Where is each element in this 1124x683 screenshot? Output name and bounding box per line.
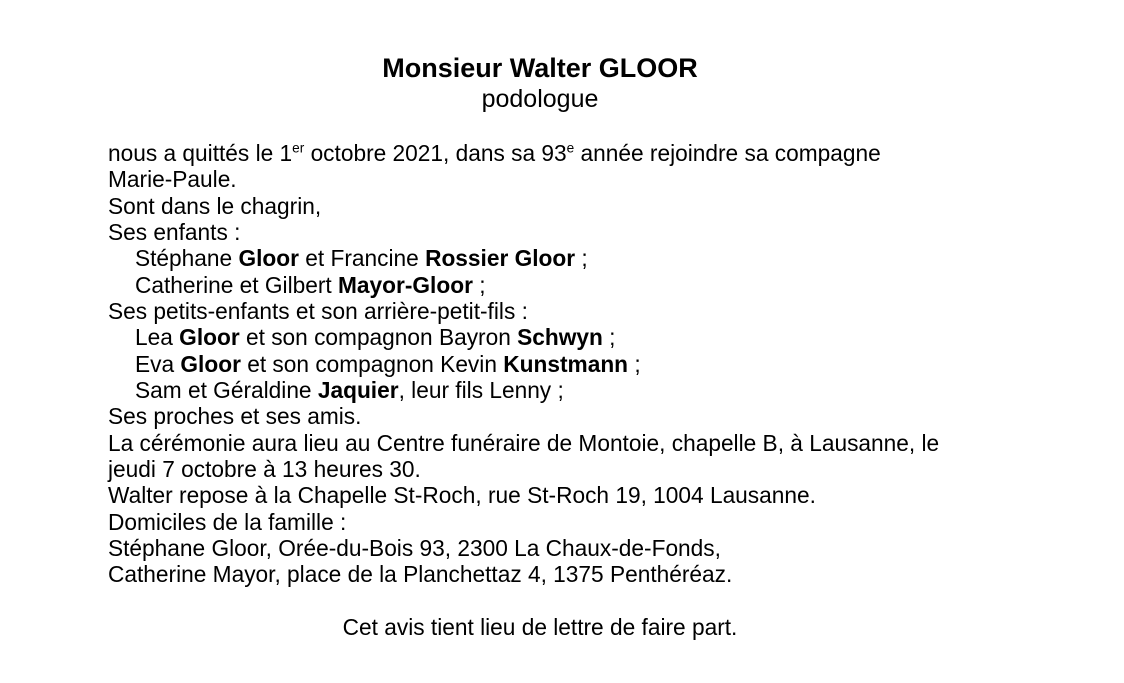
body-line: [108, 430, 972, 456]
text-segment: ;: [628, 350, 641, 377]
text-segment: Stéphane: [135, 245, 239, 272]
text-segment: octobre 2021, dans sa 93: [304, 140, 567, 166]
body-line: [108, 377, 972, 403]
body-line: [108, 482, 972, 508]
ordinal-superscript: e: [566, 140, 575, 156]
text-segment: Walter repose à la Chapelle St-Roch, rue St-Roch 19, 1004 Lausanne.: [108, 482, 816, 509]
text-segment: Ses petits-enfants et son arrière-petit-fils :: [108, 297, 528, 324]
notice-subtitle: podologue: [481, 85, 599, 113]
surname-bold: Kunstmann: [503, 350, 629, 377]
text-segment: ;: [575, 245, 588, 272]
surname-bold: Schwyn: [517, 324, 603, 351]
text-segment: ;: [602, 324, 616, 351]
surname-bold: Gloor: [238, 245, 299, 272]
text-segment: Ses proches et ses amis.: [108, 403, 362, 430]
text-segment: Sam et Géraldine: [135, 376, 318, 403]
text-segment: Stéphane Gloor, Orée-du-Bois 93, 2300 La Chaux-de-Fonds,: [108, 534, 721, 561]
text-segment: ;: [472, 271, 486, 298]
text-segment: Lea: [135, 324, 180, 351]
text-segment: jeudi 7 octobre à 13 heures 30.: [108, 455, 421, 482]
text-segment: , leur fils Lenny ;: [398, 376, 564, 403]
body-line: [108, 535, 972, 561]
body-line: [108, 193, 972, 219]
body-line: [108, 166, 972, 192]
text-segment: et son compagnon Bayron: [239, 324, 518, 351]
ordinal-superscript: er: [292, 140, 305, 156]
text-segment: Eva: [135, 350, 181, 377]
surname-bold: Gloor: [180, 350, 241, 377]
body-line: [108, 245, 972, 271]
body-line: [108, 140, 972, 166]
text-segment: et son compagnon Kevin: [240, 350, 504, 377]
body-line: [108, 351, 972, 377]
text-segment: nous a quittés le 1: [108, 140, 293, 166]
body-line: [108, 456, 972, 482]
text-segment: année rejoindre sa compagne: [574, 140, 881, 166]
text-segment: Catherine et Gilbert: [135, 271, 339, 298]
body-line: [108, 324, 972, 350]
surname-bold: Rossier Gloor: [425, 245, 576, 272]
text-segment: Sont dans le chagrin,: [108, 192, 322, 219]
notice-closing: Cet avis tient lieu de lettre de faire part.: [342, 613, 738, 640]
text-segment: Marie-Paule.: [108, 166, 237, 193]
text-segment: La cérémonie aura lieu au Centre funéraire de Montoie, chapelle B, à Lausanne, le: [108, 429, 940, 456]
body-line: [108, 298, 972, 324]
surname-bold: Jaquier: [317, 376, 399, 403]
text-segment: Ses enfants :: [108, 218, 241, 245]
body-line: [108, 561, 972, 587]
text-segment: et Francine: [298, 245, 426, 272]
surname-bold: Gloor: [179, 324, 240, 351]
body-line: [108, 219, 972, 245]
notice-title: Monsieur Walter GLOOR: [382, 53, 698, 83]
text-segment: Domiciles de la famille :: [108, 508, 347, 535]
body-line: [108, 509, 972, 535]
notice-body: [108, 140, 972, 588]
body-line: [108, 403, 972, 429]
body-line: [108, 272, 972, 298]
text-segment: Catherine Mayor, place de la Planchettaz 4, 1375 Penthéréaz.: [108, 561, 733, 588]
notice-content: [108, 52, 972, 640]
surname-bold: Mayor-Gloor: [338, 271, 473, 298]
